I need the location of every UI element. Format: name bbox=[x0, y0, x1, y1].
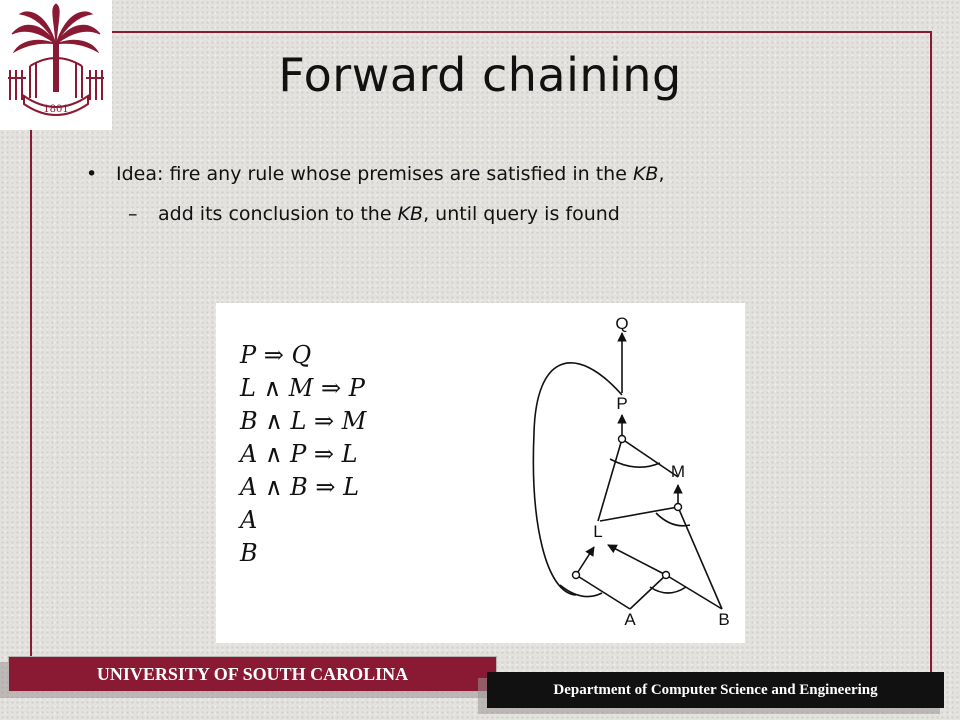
edge-a-ap bbox=[576, 575, 630, 609]
edge-l-m-conj bbox=[600, 507, 678, 521]
department-banner: Department of Computer Science and Engineering bbox=[487, 672, 944, 708]
bullet-marker: • bbox=[86, 163, 98, 185]
conj-node-bl bbox=[675, 504, 682, 511]
edge-ab-l bbox=[608, 545, 666, 575]
svg-text:1801: 1801 bbox=[43, 104, 69, 115]
rule-item: A ∧ B ⇒ L bbox=[240, 473, 360, 501]
sub-bullet-kb: KB bbox=[397, 203, 424, 225]
sub-bullet-point bbox=[128, 203, 620, 225]
rule-item: A bbox=[240, 506, 258, 534]
frame-right-line bbox=[930, 31, 932, 672]
bullet-text: Idea: fire any rule whose premises are satisfied in the bbox=[116, 163, 633, 185]
bullet-kb: KB bbox=[632, 163, 659, 185]
forward-chaining-figure bbox=[216, 303, 745, 643]
conj-node-ab bbox=[663, 572, 670, 579]
conj-node-lm bbox=[619, 436, 626, 443]
bullet-tail: , bbox=[658, 163, 665, 185]
rule-item: B ∧ L ⇒ M bbox=[240, 407, 367, 435]
bullet-point bbox=[86, 163, 664, 185]
node-q: Q bbox=[615, 314, 629, 333]
rule-item: B bbox=[240, 539, 258, 567]
edge-l-conj bbox=[598, 439, 622, 521]
slide-title: Forward chaining bbox=[278, 48, 682, 102]
rule-item: P ⇒ Q bbox=[240, 341, 312, 369]
node-l: L bbox=[593, 522, 603, 541]
arc-ab bbox=[650, 587, 686, 593]
edge-loop bbox=[533, 363, 622, 595]
node-a: A bbox=[624, 610, 636, 629]
frame-top-line bbox=[112, 31, 932, 33]
node-p: P bbox=[616, 394, 628, 413]
sub-bullet-marker: – bbox=[128, 203, 138, 225]
rule-item: A ∧ P ⇒ L bbox=[240, 440, 358, 468]
edge-ap-l bbox=[576, 547, 594, 575]
rule-item: L ∧ M ⇒ P bbox=[240, 374, 365, 402]
sub-bullet-tail: , until query is found bbox=[423, 203, 620, 225]
university-banner: UNIVERSITY OF SOUTH CAROLINA bbox=[8, 656, 497, 692]
edge-b-m-conj bbox=[678, 507, 722, 609]
frame-left-line bbox=[30, 130, 32, 656]
node-b: B bbox=[718, 610, 730, 629]
conj-node-ap bbox=[573, 572, 580, 579]
sub-bullet-text: add its conclusion to the bbox=[158, 203, 398, 225]
edge-m-conj bbox=[622, 439, 678, 477]
and-or-graph bbox=[216, 303, 745, 643]
node-m: M bbox=[670, 462, 686, 481]
